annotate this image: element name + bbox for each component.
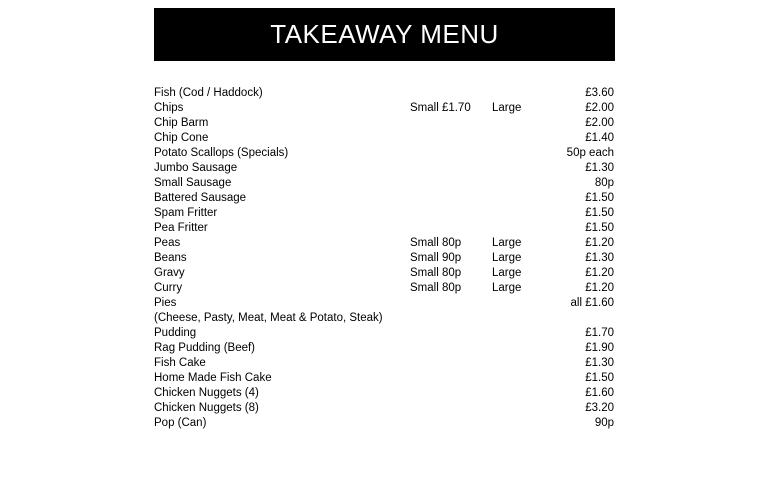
menu-row xyxy=(154,101,614,116)
menu-row xyxy=(154,371,614,386)
menu-row xyxy=(154,221,614,236)
menu-item-small-price: Small 80p xyxy=(410,267,462,279)
menu-item-name: Pudding xyxy=(154,327,197,339)
menu-item-price: 50p each xyxy=(566,147,614,159)
menu-item-name: Spam Fritter xyxy=(154,207,218,219)
menu-item-price: £1.70 xyxy=(585,327,614,339)
menu-item-price: £1.30 xyxy=(585,252,614,264)
menu-row xyxy=(154,341,614,356)
menu-item-price: £1.30 xyxy=(585,162,614,174)
menu-row xyxy=(154,116,614,131)
menu-row xyxy=(154,206,614,221)
menu-row xyxy=(154,146,614,161)
menu-item-name: Fish (Cod / Haddock) xyxy=(154,87,263,99)
menu-note-row xyxy=(154,311,614,326)
menu-row xyxy=(154,386,614,401)
menu-item-price: £1.40 xyxy=(585,132,614,144)
menu-item-price: £2.00 xyxy=(585,102,614,114)
menu-item-name: Peas xyxy=(154,237,181,249)
menu-item-price: £1.50 xyxy=(585,222,614,234)
menu-item-price: £1.90 xyxy=(585,342,614,354)
menu-item-price: 90p xyxy=(594,417,614,429)
menu-item-name: Chips xyxy=(154,102,184,114)
menu-banner xyxy=(154,8,615,61)
menu-item-large-label: Large xyxy=(492,282,522,294)
menu-row xyxy=(154,131,614,146)
menu-item-name: Beans xyxy=(154,252,187,264)
menu-item-price: £1.50 xyxy=(585,372,614,384)
menu-item-price: £1.50 xyxy=(585,192,614,204)
menu-row xyxy=(154,296,614,311)
menu-row xyxy=(154,266,614,281)
menu-item-large-label: Large xyxy=(492,267,522,279)
menu-item-small-price: Small 90p xyxy=(410,252,462,264)
menu-row xyxy=(154,251,614,266)
menu-row xyxy=(154,86,614,101)
menu-item-name: Chip Cone xyxy=(154,132,209,144)
menu-item-name: Curry xyxy=(154,282,183,294)
menu-item-price: £3.20 xyxy=(585,402,614,414)
menu-item-name: Battered Sausage xyxy=(154,192,247,204)
menu-row xyxy=(154,281,614,296)
menu-item-price: £1.50 xyxy=(585,207,614,219)
menu-item-name: (Cheese, Pasty, Meat, Meat & Potato, Steak) xyxy=(154,312,383,324)
menu-item-name: Pies xyxy=(154,297,177,309)
menu-item-name: Chicken Nuggets (4) xyxy=(154,387,259,399)
menu-list xyxy=(154,86,614,431)
menu-row xyxy=(154,161,614,176)
menu-item-name: Small Sausage xyxy=(154,177,232,189)
menu-item-large-label: Large xyxy=(492,237,522,249)
menu-item-name: Chicken Nuggets (8) xyxy=(154,402,259,414)
menu-item-price: £1.20 xyxy=(585,267,614,279)
menu-item-name: Potato Scallops (Specials) xyxy=(154,147,289,159)
menu-item-large-label: Large xyxy=(492,252,522,264)
menu-item-price: £1.20 xyxy=(585,237,614,249)
menu-row xyxy=(154,416,614,431)
menu-item-small-price: Small 80p xyxy=(410,282,462,294)
menu-item-name: Pop (Can) xyxy=(154,417,207,429)
menu-item-price: 80p xyxy=(594,177,614,189)
menu-item-name: Gravy xyxy=(154,267,185,279)
menu-row xyxy=(154,356,614,371)
menu-item-name: Home Made Fish Cake xyxy=(154,372,272,384)
menu-item-name: Pea Fritter xyxy=(154,222,208,234)
menu-item-name: Fish Cake xyxy=(154,357,206,369)
menu-item-price: all £1.60 xyxy=(570,297,614,309)
menu-row xyxy=(154,176,614,191)
menu-item-price: £1.60 xyxy=(585,387,614,399)
menu-item-price: £1.20 xyxy=(585,282,614,294)
menu-item-price: £2.00 xyxy=(585,117,614,129)
menu-item-large-label: Large xyxy=(492,102,522,114)
menu-row xyxy=(154,236,614,251)
menu-item-name: Rag Pudding (Beef) xyxy=(154,342,256,354)
menu-item-price: £1.30 xyxy=(585,357,614,369)
menu-item-name: Jumbo Sausage xyxy=(154,162,238,174)
menu-item-small-price: Small 80p xyxy=(410,237,462,249)
menu-row xyxy=(154,326,614,341)
menu-item-price: £3.60 xyxy=(585,87,614,99)
menu-row xyxy=(154,191,614,206)
menu-row xyxy=(154,401,614,416)
menu-item-name: Chip Barm xyxy=(154,117,209,129)
page-title: TAKEAWAY MENU xyxy=(270,19,499,49)
menu-item-small-price: Small £1.70 xyxy=(410,102,471,114)
